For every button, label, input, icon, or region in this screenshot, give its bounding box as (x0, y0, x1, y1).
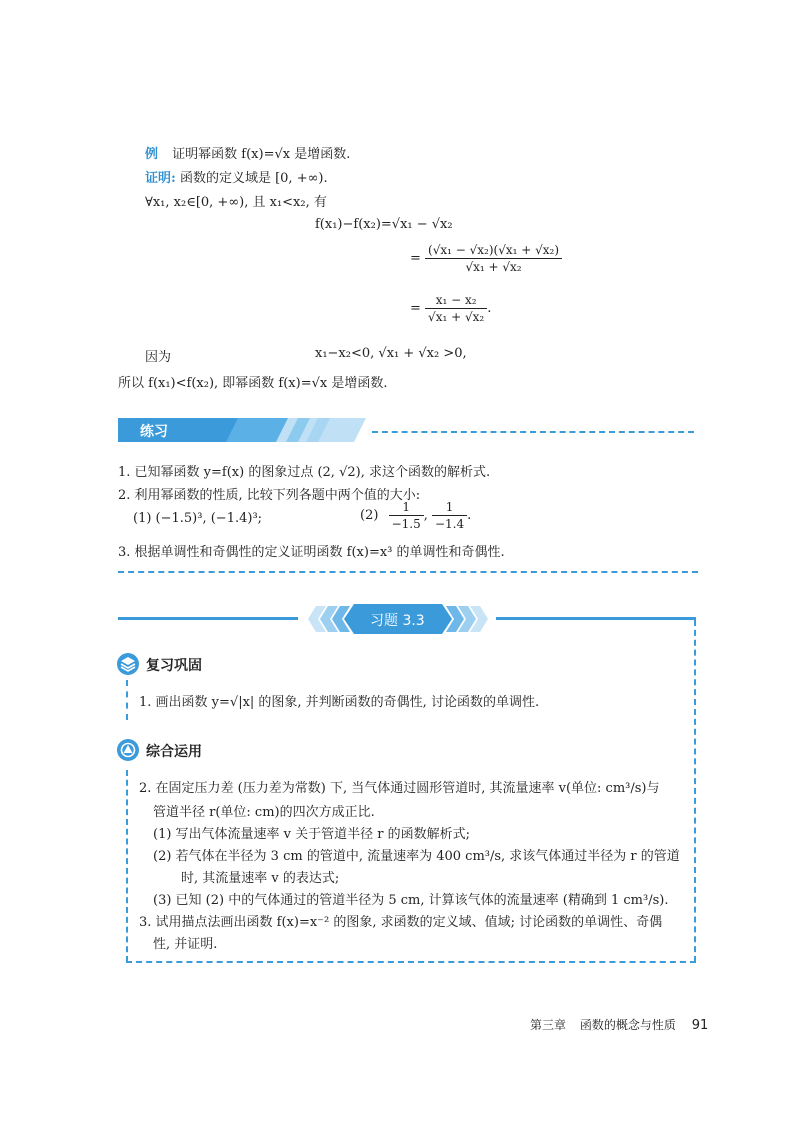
apply-title: 综合运用 (146, 744, 202, 760)
apply-q2-part2-line2: 时, 其流量速率 v 的表达式; (181, 871, 340, 886)
practice-q2: 2. 利用幂函数的性质, 比较下列各题中两个值的大小: (118, 488, 421, 503)
page-number: 91 (691, 1018, 709, 1033)
eq2-fraction (425, 243, 562, 274)
eq1-lhs: f(x₁)−f(x₂)= (315, 217, 392, 232)
footer-title: 函数的概念与性质 (579, 1018, 676, 1032)
because-text: x₁−x₂<0, √x₁ + √x₂ >0, (315, 346, 467, 361)
frac2-den: −1.4 (434, 517, 465, 531)
exercise-bottom-border (126, 961, 696, 963)
triangle-icon (116, 738, 140, 762)
frac1-den: −1.5 (391, 517, 421, 531)
eq2-numerator: (√x₁ − √x₂)(√x₁ + √x₂) (425, 243, 562, 259)
practice-header-title: 练习 (140, 424, 168, 440)
practice-q3: 3. 根据单调性和奇偶性的定义证明函数 f(x)=x³ 的单调性和奇偶性. (118, 545, 505, 560)
equation-line-2: = $\frac{\text{(√x₁ − √x₂)(√x₁ + √x₂)}}{\text{√x₁ + √x₂}}$ (410, 243, 562, 274)
frac1-num: 1 (389, 500, 424, 516)
exercise-right-border (694, 620, 696, 962)
apply-q2-part1: (1) 写出气体流量速率 v 关于管道半径 r 的函数解析式; (153, 827, 471, 842)
proof-forall: ∀x₁, x₂∈[0, +∞), 且 x₁<x₂, 有 (145, 195, 327, 210)
apply-q2-line1: 2. 在固定压力差 (压力差为常数) 下, 当气体通过圆形管道时, 其流量速率 v(单位: cm³/s)与 (139, 781, 660, 796)
example-conclusion: 所以 f(x₁)<f(x₂), 即幂函数 f(x)=√x 是增函数. (118, 376, 388, 391)
footer-chapter: 第三章 (530, 1018, 567, 1032)
practice-header-dashes (372, 431, 694, 433)
eq1-rhs: √x₁ − √x₂ (391, 217, 453, 232)
review-q1: 1. 画出函数 y=√|x| 的图象, 并判断函数的奇偶性, 讨论函数的单调性. (139, 695, 540, 710)
review-left-border (126, 680, 128, 720)
banner-line-left (118, 617, 298, 620)
proof-line (145, 167, 328, 186)
review-title: 复习巩固 (146, 658, 202, 674)
practice-q2-part2: (2) $\frac{1}{-1.5}$ , $\frac{1}{-1.4}$ . (360, 500, 472, 531)
equation-line-3: = $\frac{\text{x₁ − x₂}}{\text{√x₁ + √x₂}}$ . (410, 293, 492, 324)
example-statement: 证明幂函数 f(x)=√x 是增函数. (172, 147, 351, 162)
practice-q1: 1. 已知幂函数 y=f(x) 的图象过点 (2, √2), 求这个函数的解析式. (118, 465, 491, 480)
banner-line-right (496, 617, 696, 620)
practice-q2-part2-label: (2) (360, 508, 379, 523)
frac2-num: 1 (432, 500, 467, 516)
practice-q2-part1: (1) (−1.5)³, (−1.4)³; (133, 511, 263, 526)
layers-icon (116, 652, 140, 676)
exercise-banner (296, 604, 500, 634)
proof-domain: 函数的定义域是 [0, +∞). (179, 171, 328, 186)
example-statement-line (145, 143, 350, 162)
eq3-fraction (425, 293, 487, 324)
practice-q2-frac1 (389, 500, 424, 531)
apply-left-border (126, 770, 128, 962)
apply-q3-line1: 3. 试用描点法画出函数 f(x)=x⁻² 的图象, 求函数的定义域、值域; 讨论函数的单调性、奇偶 (139, 915, 663, 930)
practice-header-bar (118, 418, 366, 442)
page-footer (530, 1016, 708, 1033)
example-label: 例 (145, 147, 159, 162)
eq2-denominator: √x₁ + √x₂ (465, 260, 522, 274)
eq3-numerator: x₁ − x₂ (425, 293, 487, 309)
equation-line-1 (315, 217, 453, 232)
proof-label: 证明: (145, 171, 176, 186)
practice-q2-frac2 (432, 500, 467, 531)
apply-q2-line2: 管道半径 r(单位: cm)的四次方成正比. (153, 805, 375, 820)
apply-q3-line2: 性, 并证明. (153, 937, 218, 952)
apply-q2-part2-line1: (2) 若气体在半径为 3 cm 的管道中, 流量速率为 400 cm³/s, 求该气体通过半径为 r 的管道 (153, 849, 680, 864)
eq3-denominator: √x₁ + √x₂ (428, 310, 485, 324)
practice-bottom-dashes (118, 571, 698, 573)
apply-q2-part3: (3) 已知 (2) 中的气体通过的管道半径为 5 cm, 计算该气体的流量速率 (精确到 1 cm³/s). (153, 893, 669, 908)
because-label: 因为 (145, 350, 172, 365)
exercise-banner-title: 习题 3.3 (370, 613, 425, 629)
